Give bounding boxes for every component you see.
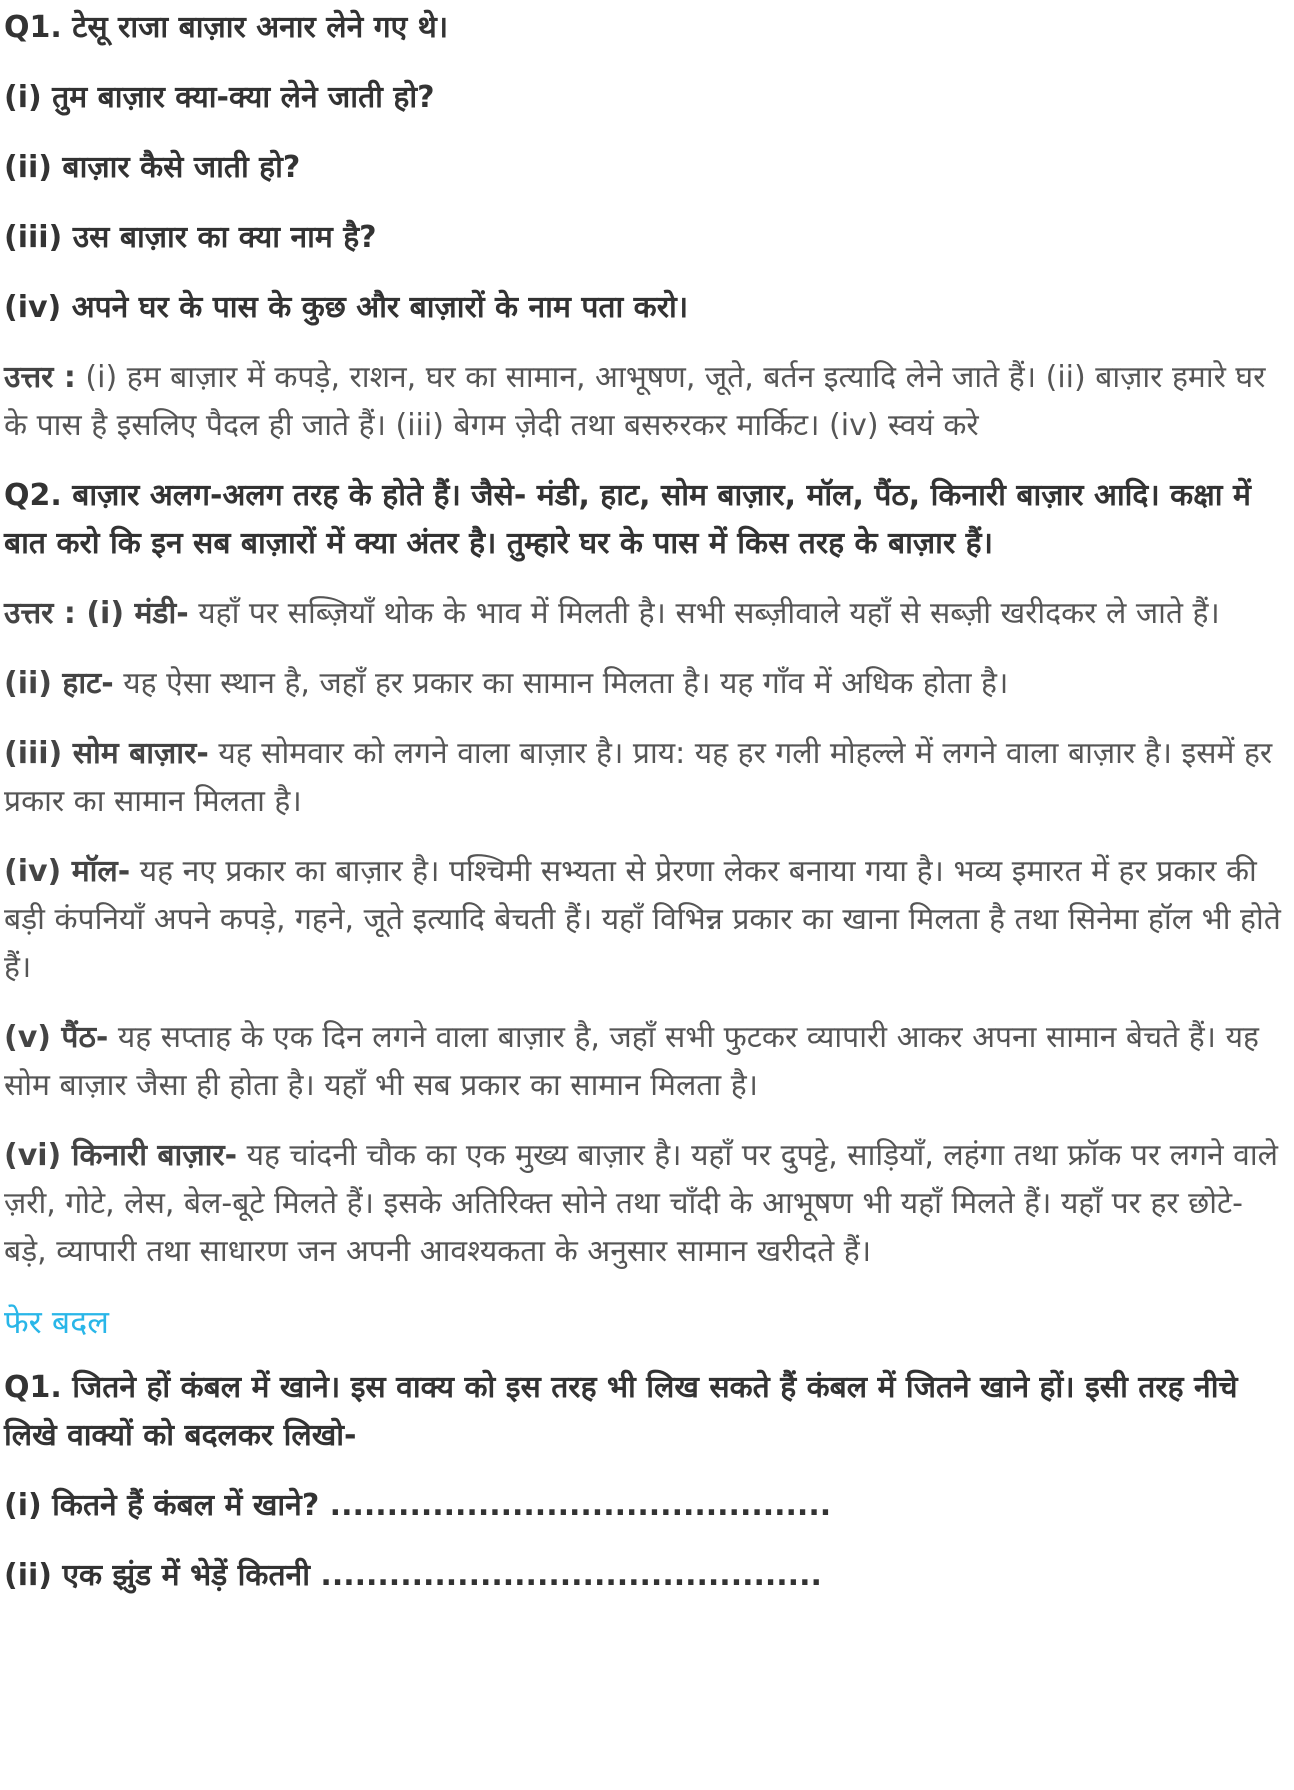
- answer-item-text: यह ऐसा स्थान है, जहाँ हर प्रकार का सामान मिलता है। यह गाँव में अधिक होता है।: [113, 666, 1009, 701]
- question-2-answer-painth: [4, 1014, 1284, 1110]
- answer-item-text: यह नए प्रकार का बाज़ार है। पश्चिमी सभ्यता से प्रेरणा लेकर बनाया गया है। भव्य इमारत में हर प्रकार की बड़ी कंपनियाँ अपने कपड़े, गहने, जूते इत्यादि बेचती हैं। यहाँ विभिन्न प्रकार का खाना मिलता है तथा सिनेमा हॉल भी होते हैं।: [4, 854, 1281, 985]
- answer-label: उत्तर :: [4, 360, 76, 395]
- answer-text: (i) हम बाज़ार में कपड़े, राशन, घर का सामान, आभूषण, जूते, बर्तन इत्यादि लेने जाते हैं। (ii) बाज़ार हमारे घर के पास है इसलिए पैदल ही जाते हैं। (iii) बेगम ज़ेदी तथा बसरुरकर मार्किट। (iv) स्वयं करे: [4, 360, 1266, 443]
- answer-item-label: (iv) मॉल-: [4, 854, 131, 889]
- question-3-part-ii: (ii) एक झुंड में भेड़ें कितनी ............................................: [4, 1558, 822, 1593]
- answer-label: उत्तर :: [4, 596, 76, 631]
- question-2-answer-kinari-bazaar: [4, 1132, 1284, 1276]
- answer-item-text: यहाँ पर सब्ज़ियाँ थोक के भाव में मिलती है। सभी सब्ज़ीवाले यहाँ से सब्ज़ी खरीदकर ले जाते हैं।: [188, 596, 1220, 631]
- question-1-answer: [4, 354, 1284, 450]
- question-3-title: Q1. जितने हों कंबल में खाने। इस वाक्य को इस तरह भी लिख सकते हैं कंबल में जितने खाने हों। इसी तरह नीचे लिखे वाक्यों को बदलकर लिखो-: [4, 1370, 1238, 1453]
- question-1-part-iii: (iii) उस बाज़ार का क्या नाम है?: [4, 220, 377, 255]
- question-2-answer-mall: [4, 848, 1284, 992]
- answer-item-text: यह सप्ताह के एक दिन लगने वाला बाज़ार है, जहाँ सभी फुटकर व्यापारी आकर अपना सामान बेचते हैं। यह सोम बाज़ार जैसा ही होता है। यहाँ भी सब प्रकार का सामान मिलता है।: [4, 1020, 1259, 1103]
- section-heading: फेर बदल: [4, 1303, 109, 1341]
- answer-item-text: यह सोमवार को लगने वाला बाज़ार है। प्राय: यह हर गली मोहल्ले में लगने वाला बाज़ार है। इसमें हर प्रकार का सामान मिलता है।: [4, 736, 1273, 819]
- question-2-answer-som-bazaar: [4, 730, 1284, 826]
- question-1-part-ii: (ii) बाज़ार कैसे जाती हो?: [4, 150, 301, 185]
- question-1-part-iv: (iv) अपने घर के पास के कुछ और बाज़ारों के नाम पता करो।: [4, 290, 689, 325]
- question-1-part-i: (i) तुम बाज़ार क्या-क्या लेने जाती हो?: [4, 80, 435, 115]
- question-1-title: Q1. टेसू राजा बाज़ार अनार लेने गए थे।: [4, 10, 449, 45]
- answer-item-label: (vi) किनारी बाज़ार-: [4, 1138, 238, 1173]
- question-2-answer-mandi: [4, 590, 1284, 638]
- answer-item-label: (iii) सोम बाज़ार-: [4, 736, 209, 771]
- question-2-answer-haat: [4, 660, 1284, 708]
- question-3-part-i: (i) कितने हैं कंबल में खाने? ............................................: [4, 1488, 832, 1523]
- question-2-title: Q2. बाज़ार अलग-अलग तरह के होते हैं। जैसे- मंडी, हाट, सोम बाज़ार, मॉल, पैंठ, किनारी बाज़ार आदि। कक्षा में बात करो कि इन सब बाज़ारों में क्या अंतर है। तुम्हारे घर के पास में किस तरह के बाज़ार हैं।: [4, 478, 1251, 561]
- answer-item-label: (i) मंडी-: [75, 596, 189, 631]
- answer-item-text: यह चांदनी चौक का एक मुख्य बाज़ार है। यहाँ पर दुपट्टे, साड़ियाँ, लहंगा तथा फ्रॉक पर लगने वाले ज़री, गोटे, लेस, बेल-बूटे मिलते हैं। इसके अतिरिक्त सोने तथा चाँदी के आभूषण भी यहाँ मिलते हैं। यहाँ पर हर छोटे-बड़े, व्यापारी तथा साधारण जन अपनी आवश्यकता के अनुसार सामान खरीदते हैं।: [4, 1138, 1278, 1269]
- answer-item-label: (v) पैंठ-: [4, 1020, 109, 1055]
- answer-item-label: (ii) हाट-: [4, 666, 114, 701]
